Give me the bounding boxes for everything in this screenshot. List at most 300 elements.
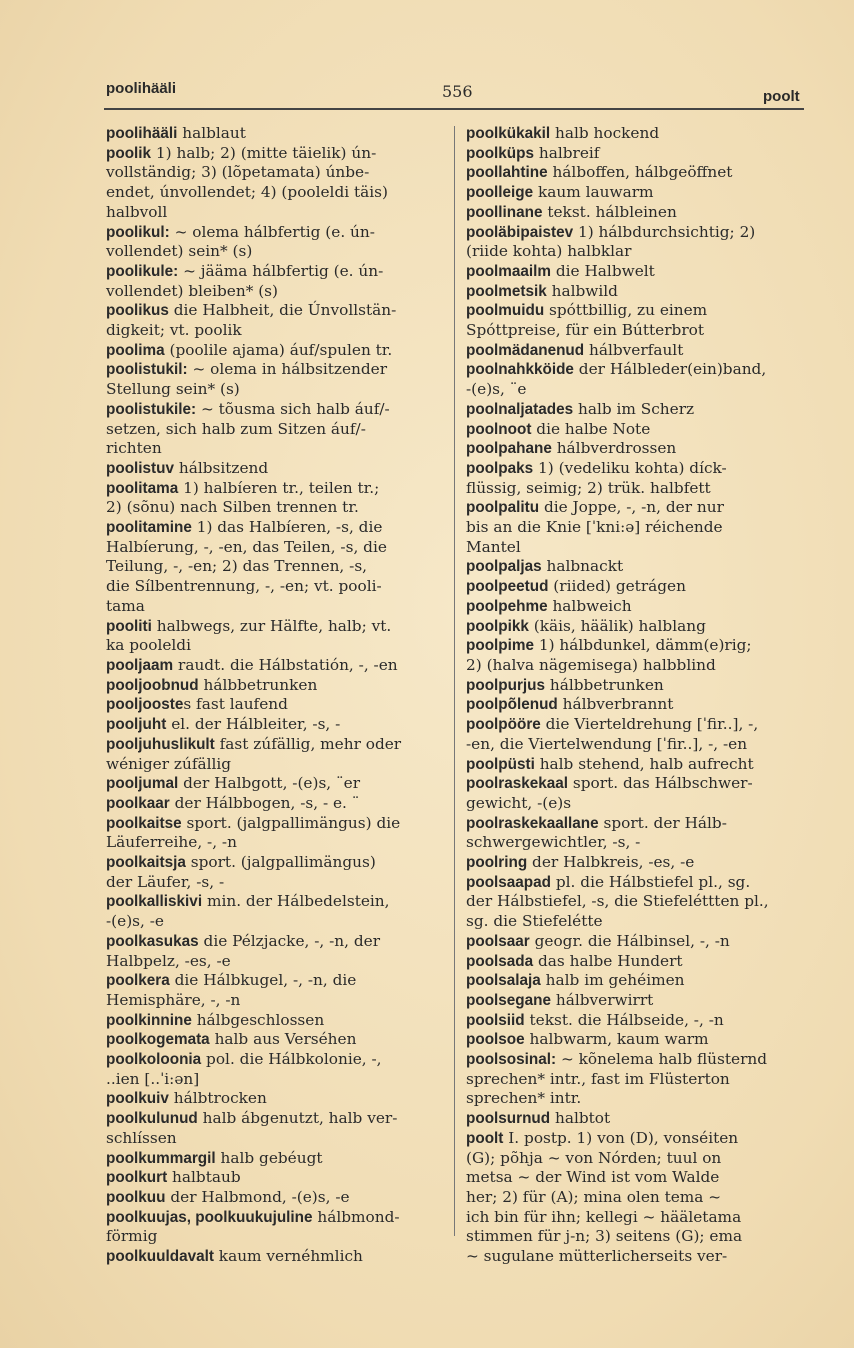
page-number: 556: [442, 82, 473, 101]
definition-text: die Hálbkugel, -, -n, die: [169, 971, 357, 990]
definition-text: digkeit; vt. poolik: [106, 321, 242, 340]
definition-text: das halbe Hundert: [533, 951, 683, 970]
definition-text: sg. die Stiefelétte: [466, 912, 603, 931]
definition-text: metsa ~ der Wind ist vom Walde: [466, 1168, 720, 1187]
definition-text: die Halbwelt: [551, 261, 655, 280]
headword: poolpeetud: [466, 578, 549, 596]
entry-line: [466, 1050, 806, 1070]
definition-text: 2) (halva nägemisega) halbblind: [466, 655, 716, 674]
entry-line: [106, 991, 440, 1011]
entry-line: [466, 282, 806, 302]
entry-line: [106, 892, 440, 912]
headword: poolsoe: [466, 1031, 525, 1049]
headword: poolsada: [466, 952, 534, 970]
headword: poolkuu: [106, 1188, 166, 1206]
entry-line: [466, 262, 806, 282]
entry-line: [466, 755, 806, 775]
entry-line: [466, 1227, 806, 1247]
running-head-right: poolt: [763, 88, 800, 105]
entry-line: [466, 735, 806, 755]
definition-text: Teilung, -, -en; 2) das Trennen, -s,: [106, 557, 368, 576]
headword: poolpõlenud: [466, 696, 558, 714]
headword: poolikul:: [106, 223, 170, 241]
entry-line: [106, 498, 440, 518]
definition-text: halbwarm, kaum warm: [524, 1030, 709, 1049]
definition-text: geogr. die Hálbinsel, -, -n: [529, 931, 730, 950]
entry-line: [466, 695, 806, 715]
headword: poolpalitu: [466, 499, 540, 517]
definition-text: ~ kõnelema halb flüsternd: [556, 1050, 768, 1069]
entry-line: [106, 1247, 440, 1267]
definition-text: (G); põhja ~ von Nórden; tuul on: [466, 1148, 722, 1167]
headword: poolpahane: [466, 440, 552, 458]
definition-text: halb aus Verséhen: [209, 1030, 357, 1049]
headword: poolik: [106, 144, 152, 162]
headword: poolnahkköide: [466, 361, 574, 379]
entry-line: [466, 1129, 806, 1149]
entry-line: [106, 360, 440, 380]
definition-text: ~ jääma hálbfertig (e. ún-: [178, 261, 384, 280]
headword: poolkükakil: [466, 125, 551, 142]
headword: poolistuv: [106, 459, 174, 477]
entry-line: [466, 1109, 806, 1129]
entry-line: [466, 1089, 806, 1109]
entry-line: [466, 557, 806, 577]
entry-line: [466, 479, 806, 499]
entry-line: [106, 774, 440, 794]
entry-line: [106, 380, 440, 400]
definition-text: hálbsitzend: [174, 458, 269, 477]
headword: poolküps: [466, 144, 534, 162]
definition-text: sport. der Hálb-: [598, 813, 727, 832]
entry-line: [106, 617, 440, 637]
definition-text: der Hálbbogen, -s, - e. ¨: [169, 793, 360, 812]
definition-text: 1) halbíeren tr., teilen tr.;: [178, 478, 380, 497]
definition-text: halb ábgenutzt, halb ver-: [197, 1109, 398, 1128]
definition-text: 1) das Halbíeren, -s, die: [191, 518, 383, 537]
definition-text: el. der Hálbleiter, -s, -: [166, 715, 341, 734]
entry-line: [106, 577, 440, 597]
entry-line: [106, 1149, 440, 1169]
entry-line: [106, 439, 440, 459]
definition-text: (käis, häälik) halblang: [528, 616, 706, 635]
definition-text: vollendet) bleiben* (s): [106, 281, 278, 300]
headword: poolt: [466, 1129, 504, 1147]
entry-line: [106, 144, 440, 164]
definition-text: die Halbheit, die Únvollstän-: [168, 301, 397, 320]
headword: poolraskekaallane: [466, 814, 599, 832]
headword: poolkummargil: [106, 1149, 216, 1167]
definition-text: ~ olema in hálbsitzender: [187, 360, 388, 379]
definition-text: vollständig; 3) (lõpetamata) únbe-: [106, 163, 370, 182]
headword: pooljaam: [106, 656, 174, 674]
definition-text: 1) hálbdurchsichtig; 2): [573, 222, 756, 241]
definition-text: ich bin für ihn; kellegi ~ hääletama: [466, 1207, 742, 1226]
left-column: [106, 124, 440, 1267]
definition-text: halb stehend, halb aufrecht: [534, 754, 754, 773]
entry-line: [106, 163, 440, 183]
definition-text: hálbgeschlossen: [191, 1010, 325, 1029]
headword: poolpaks: [466, 459, 534, 477]
headword: pooljumal: [106, 775, 179, 793]
definition-text: (riide kohta) halbklar: [466, 242, 632, 261]
definition-text: der Halbgott, -(e)s, ¨er: [178, 774, 361, 793]
definition-text: Halbpelz, -es, -e: [106, 951, 231, 970]
headword: poolpurjus: [466, 676, 546, 694]
headword: poolring: [466, 854, 528, 872]
entry-line: [466, 715, 806, 735]
headword: poolikule:: [106, 262, 179, 280]
entry-line: [106, 695, 440, 715]
headword: poolmädanenud: [466, 341, 585, 359]
entry-line: [106, 301, 440, 321]
headword: poolsalaja: [466, 972, 541, 990]
definition-text: ..ien [..ˈi:ən]: [106, 1069, 200, 1088]
definition-text: ~ tõusma sich halb áuf/-: [196, 399, 390, 418]
definition-text: tekst. hálbleinen: [542, 202, 677, 221]
definition-text: die Vierteldrehung [ˈfir..], -,: [540, 715, 759, 734]
entry-line: [466, 932, 806, 952]
entry-line: [466, 833, 806, 853]
entry-line: [466, 814, 806, 834]
definition-text: halbreif: [534, 143, 600, 162]
definition-text: halbtaub: [167, 1168, 241, 1187]
definition-text: die Joppe, -, -n, der nur: [539, 498, 724, 517]
entry-line: [466, 853, 806, 873]
entry-line: [106, 952, 440, 972]
entry-line: [466, 242, 806, 262]
entry-line: [106, 715, 440, 735]
entry-line: [466, 518, 806, 538]
entry-line: [106, 1070, 440, 1090]
entry-line: [106, 1208, 440, 1228]
entry-line: [466, 1149, 806, 1169]
headword: poolraskekaal: [466, 775, 569, 793]
definition-text: hálbbetrunken: [545, 675, 664, 694]
entry-line: [106, 341, 440, 361]
entry-line: [106, 912, 440, 932]
definition-text: tekst. die Hálbseide, -, -n: [524, 1010, 724, 1029]
definition-text: die Sílbentrennung, -, -en; vt. pooli-: [106, 577, 382, 596]
definition-text: Halbíerung, -, -en, das Teilen, -s, die: [106, 537, 387, 556]
headword: poolistukil:: [106, 361, 188, 379]
definition-text: kaum vernéhmlich: [213, 1247, 363, 1266]
entry-line: [466, 538, 806, 558]
headword: poolsurnud: [466, 1110, 551, 1128]
definition-text: Spóttpreise, für ein Bútterbrot: [466, 321, 705, 340]
entry-line: [106, 794, 440, 814]
definition-text: hálbtrocken: [168, 1089, 267, 1108]
definition-text: setzen, sich halb zum Sitzen áuf/-: [106, 419, 366, 438]
definition-text: hálbverfault: [584, 340, 684, 359]
definition-text: hálboffen, hálbgeöffnet: [547, 163, 733, 182]
column-divider: [454, 126, 455, 1236]
entry-line: [466, 1208, 806, 1228]
definition-text: endet, únvollendet; 4) (pooleldi täis): [106, 183, 388, 202]
headword: poolpööre: [466, 716, 541, 734]
headword: poolikus: [106, 302, 169, 320]
definition-text: fast zúfällig, mehr oder: [214, 734, 402, 753]
entry-line: [466, 321, 806, 341]
definition-text: Läuferreihe, -, -n: [106, 833, 237, 852]
headword: poolmetsik: [466, 282, 547, 300]
headword: pooljuhuslikult: [106, 735, 215, 753]
entry-line: [106, 853, 440, 873]
entry-line: [106, 1168, 440, 1188]
definition-text: Stellung sein* (s): [106, 380, 240, 399]
definition-text: halbvoll: [106, 202, 168, 221]
definition-text: der Halbkreis, -es, -e: [527, 853, 695, 872]
definition-text: vollendet) sein* (s): [106, 242, 253, 261]
entry-line: [466, 420, 806, 440]
entry-line: [466, 124, 806, 144]
definition-text: ~ olema hálbfertig (e. ún-: [169, 222, 375, 241]
definition-text: flüssig, seimig; 2) trük. halbfett: [466, 478, 711, 497]
definition-text: schwergewichtler, -s, -: [466, 833, 641, 852]
definition-text: gewicht, -(e)s: [466, 793, 572, 812]
headword: poolsosinal:: [466, 1051, 557, 1069]
definition-text: hálbverdrossen: [551, 439, 677, 458]
entry-line: [106, 971, 440, 991]
entry-line: [466, 360, 806, 380]
entry-line: [106, 814, 440, 834]
entry-line: [106, 1030, 440, 1050]
definition-text: halb hockend: [550, 124, 660, 142]
definition-text: -en, die Viertelwendung [ˈfir..], -, -en: [466, 734, 748, 753]
definition-text: 1) hálbdunkel, dämm(e)rig;: [534, 636, 752, 655]
headword: poolpaljas: [466, 558, 542, 576]
definition-text: pol. die Hálbkolonie, -,: [201, 1050, 382, 1069]
definition-text: wéniger zúfällig: [106, 754, 232, 773]
definition-text: sport. (jalgpallimängus): [185, 853, 376, 872]
entry-line: [466, 873, 806, 893]
headword: poolmuidu: [466, 302, 545, 320]
headword: poolihääli: [106, 125, 178, 142]
entry-line: [466, 577, 806, 597]
entry-line: [106, 400, 440, 420]
entry-line: [466, 1168, 806, 1188]
entry-line: [106, 420, 440, 440]
definition-text: her; 2) für (A); mina olen tema ~: [466, 1187, 722, 1206]
running-head-left: poolihääli: [106, 80, 177, 97]
definition-text: halbwild: [546, 281, 618, 300]
definition-text: 1) (vedeliku kohta) díck-: [533, 458, 727, 477]
headword: poolpüsti: [466, 755, 535, 773]
entry-line: [106, 1050, 440, 1070]
entry-line: [466, 459, 806, 479]
headword: poolkaitsja: [106, 854, 186, 872]
headword: pooljoobnud: [106, 676, 199, 694]
definition-text: die halbe Note: [531, 419, 651, 438]
definition-text: der Hálbleder(ein)band,: [573, 360, 767, 379]
entry-line: [466, 183, 806, 203]
entry-line: [106, 262, 440, 282]
entry-line: [106, 459, 440, 479]
headword: poolkalliskivi: [106, 893, 203, 911]
definition-text: sport. das Hálbschwer-: [568, 774, 753, 793]
headword: poolkuiv: [106, 1090, 169, 1108]
entry-line: [106, 833, 440, 853]
definition-text: bis an die Knie [ˈkni:ə] réichende: [466, 518, 723, 537]
entry-line: [466, 1247, 806, 1267]
entry-line: [466, 794, 806, 814]
entry-line: [106, 203, 440, 223]
definition-text: Hemisphäre, -, -n: [106, 990, 241, 1009]
headword: pooljuht: [106, 716, 167, 734]
entry-line: [106, 932, 440, 952]
definition-text: hálbmond-: [312, 1207, 400, 1226]
entry-line: [466, 439, 806, 459]
entry-line: [466, 656, 806, 676]
right-column: [466, 124, 806, 1267]
entry-line: [466, 498, 806, 518]
headword: poolkinnine: [106, 1011, 192, 1029]
entry-line: [466, 1030, 806, 1050]
entry-line: [106, 1109, 440, 1129]
definition-text: ka pooleldi: [106, 636, 191, 655]
entry-line: [466, 912, 806, 932]
definition-text: 2) (sõnu) nach Silben trennen tr.: [106, 498, 359, 517]
entry-line: [466, 203, 806, 223]
definition-text: halb im gehéimen: [540, 971, 685, 990]
definition-text: hálbverwirrt: [551, 990, 654, 1009]
headword: pooliti: [106, 617, 152, 635]
entry-line: [466, 952, 806, 972]
headword: poolmaailm: [466, 262, 551, 280]
definition-text: s fast laufend: [183, 695, 288, 714]
definition-text: schlíssen: [106, 1128, 177, 1147]
definition-text: min. der Hálbedelstein,: [202, 892, 390, 911]
entry-line: [466, 1011, 806, 1031]
entry-line: [466, 144, 806, 164]
definition-text: hálbverbrannt: [557, 695, 674, 714]
headword: poolistukile:: [106, 400, 197, 418]
entry-line: [466, 223, 806, 243]
headword: poolkogemata: [106, 1031, 210, 1049]
headword: poolkasukas: [106, 932, 199, 950]
headword: poolsiid: [466, 1011, 525, 1029]
definition-text: spóttbillig, zu einem: [544, 301, 708, 320]
entry-line: [106, 1129, 440, 1149]
definition-text: 1) halb; 2) (mitte täielik) ún-: [151, 143, 377, 162]
headword: poolkulunud: [106, 1110, 198, 1128]
entry-line: [466, 971, 806, 991]
definition-text: kaum lauwarm: [533, 183, 654, 202]
entry-line: [106, 223, 440, 243]
entry-line: [466, 1070, 806, 1090]
entry-line: [106, 873, 440, 893]
definition-text: -(e)s, ¨e: [466, 380, 527, 399]
headword: poolkaitse: [106, 814, 182, 832]
headword: poolsaapad: [466, 873, 551, 891]
entry-line: [466, 617, 806, 637]
entry-line: [106, 656, 440, 676]
entry-line: [466, 341, 806, 361]
entry-line: [466, 301, 806, 321]
definition-text: der Hálbstiefel, -s, die Stiefeléttten pl.,: [466, 892, 769, 911]
entry-line: [466, 774, 806, 794]
entry-line: [106, 242, 440, 262]
definition-text: tama: [106, 596, 145, 615]
definition-text: der Halbmond, -(e)s, -e: [165, 1187, 350, 1206]
headword: poolitama: [106, 479, 179, 497]
entry-line: [106, 1011, 440, 1031]
entry-line: [106, 321, 440, 341]
definition-text: die Pélzjacke, -, -n, der: [198, 931, 381, 950]
definition-text: sprechen* intr.: [466, 1089, 582, 1108]
headword: poolleige: [466, 184, 534, 202]
entry-line: [106, 183, 440, 203]
headword: poolpime: [466, 637, 534, 655]
definition-text: richten: [106, 439, 162, 458]
headword: poolkera: [106, 972, 170, 990]
definition-text: halb im Scherz: [573, 399, 695, 418]
entry-line: [106, 1188, 440, 1208]
entry-line: [466, 163, 806, 183]
headword: poolnoot: [466, 420, 532, 438]
definition-text: raudt. die Hálbstatión, -, -en: [173, 655, 398, 674]
definition-text: sprechen* intr., fast im Flüsterton: [466, 1069, 730, 1088]
headword: poolsegane: [466, 991, 551, 1009]
headword: pooljooste: [106, 696, 184, 714]
definition-text: ~ sugulane mütterlicherseits ver-: [466, 1247, 728, 1266]
entry-line: [106, 124, 440, 144]
definition-text: I. postp. 1) von (D), vonséiten: [503, 1128, 739, 1147]
entry-line: [106, 636, 440, 656]
definition-text: halbweich: [547, 596, 632, 615]
entry-line: [106, 755, 440, 775]
entry-line: [106, 282, 440, 302]
definition-text: halblaut: [177, 124, 246, 142]
entry-line: [106, 1227, 440, 1247]
entry-line: [106, 479, 440, 499]
headword: poolitamine: [106, 519, 192, 537]
definition-text: förmig: [106, 1227, 158, 1246]
definition-text: halbnackt: [541, 557, 624, 576]
entry-line: [466, 400, 806, 420]
definition-text: pl. die Hálbstiefel pl., sg.: [551, 872, 751, 891]
definition-text: Mantel: [466, 537, 521, 556]
definition-text: -(e)s, -e: [106, 912, 164, 931]
definition-text: hálbbetrunken: [198, 675, 318, 694]
definition-text: stimmen für j-n; 3) seitens (G); ema: [466, 1227, 743, 1246]
headword: pooläbipaistev: [466, 223, 574, 241]
headword: poolkoloonia: [106, 1051, 202, 1069]
headword: poolpikk: [466, 617, 529, 635]
entry-line: [106, 735, 440, 755]
headword: poollahtine: [466, 164, 548, 182]
entry-line: [106, 557, 440, 577]
headword: poolsaar: [466, 932, 530, 950]
entry-line: [466, 380, 806, 400]
definition-text: sport. (jalgpallimängus) die: [181, 813, 401, 832]
headword: poolkurt: [106, 1169, 168, 1187]
headword: poolkuuldavalt: [106, 1248, 214, 1266]
entry-line: [106, 1089, 440, 1109]
header-rule: [104, 108, 804, 110]
headword: poolima: [106, 341, 165, 359]
entry-line: [466, 597, 806, 617]
entry-line: [106, 597, 440, 617]
entry-line: [106, 538, 440, 558]
definition-text: halbwegs, zur Hälfte, halb; vt.: [151, 616, 392, 635]
entry-line: [466, 636, 806, 656]
definition-text: halb gebéugt: [215, 1148, 323, 1167]
headword: poolpehme: [466, 597, 548, 615]
headword: poolnaljatades: [466, 400, 574, 418]
definition-text: der Läufer, -s, -: [106, 872, 225, 891]
entry-line: [466, 676, 806, 696]
